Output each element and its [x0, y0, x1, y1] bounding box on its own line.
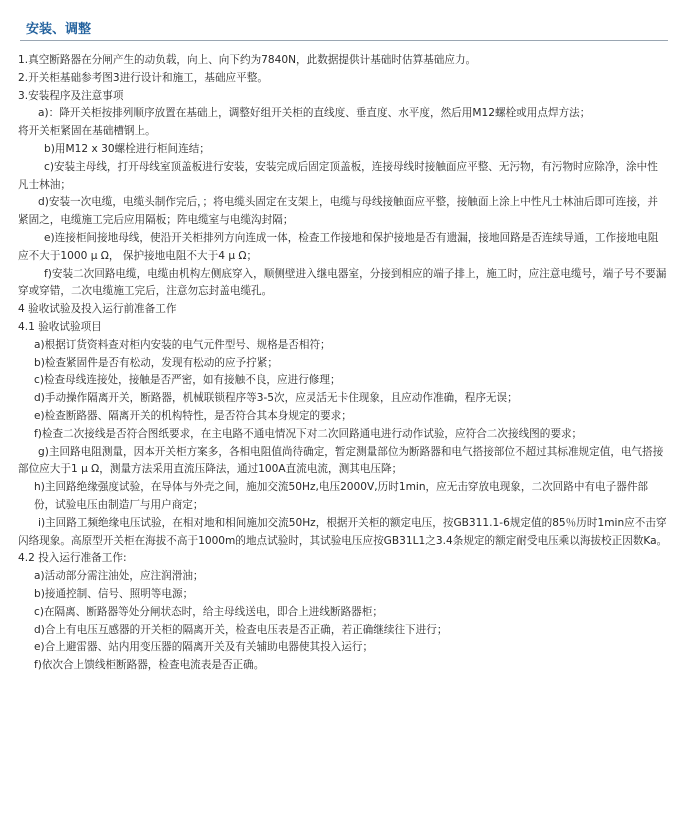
item-3b: b)用M12 x 30螺栓进行柜间连结；: [44, 142, 210, 155]
item-3c: c)安装主母线，打开母线室顶盖板进行安装，安装完成后固定顶盖板，连接母线时接触面应平整、无污物，有污物时应除净，涂中性凡士林油；: [18, 160, 658, 191]
document-body: [18, 52, 668, 675]
section-title: 安装、调整: [26, 22, 92, 37]
item-42f: f)依次合上馈线柜断路器，检查电流表是否正确。: [34, 659, 265, 672]
section-4-heading: 4 验收试验及投入运行前准备工作: [18, 303, 177, 316]
item-42a: a)活动部分需注油处，应注润滑油；: [34, 570, 204, 583]
item-3d: d)安装一次电缆，电缆头制作完后，；将电缆头固定在支架上，电缆与母线接触面应平整，接触面上涂上中性凡士林油后即可连接，并紧固之，电缆施工完后应用隔板；阵电缆室与电缆沟封隔；: [18, 196, 658, 227]
item-41f: f)检查二次接线是否符合图纸要求，在主电路不通电情况下对二次回路通电进行动作试验，应符合二次接线图的要求；: [34, 427, 583, 440]
item-3a: a)：降开关柜按排列顺序放置在基础上，调整好组开关柜的直线度、垂直度、水平度，然后用M12螺栓或用点焊方法；: [38, 107, 591, 120]
item-42c: c)在隔离、断路器等处分闸状态时，给主母线送电，即合上进线断路器柜；: [34, 605, 383, 618]
item-41i: i)主回路工频绝缘电压试验，在相对地和相间施加交流50Hz，根据开关柜的额定电压，按GB311.1-6规定值的85％历时1min应不击穿闪络现象。高原型开关柜在海拔不高于1000m的地点试验时，其试验电压应按GB31L1之3.4条规定的额定耐受电压乘以海拔校正因数Ka。: [18, 516, 668, 547]
item-41g: g)主回路电阻测量，因本开关柜方案多，各相电阻值尚待确定，暂定测量部位为断路器和电气搭接部位不超过其标准规定值，电气搭接部位应大于1 μ Ω，测量方法采用直流压降法，通过100A直流电流，测其电压降；: [18, 445, 664, 476]
section-4-2-heading: 4.2 投入运行准备工作:: [18, 552, 127, 565]
item-41a: a)根据订货资料查对柜内安装的电气元件型号、规格是否相符；: [34, 338, 331, 351]
item-41c: c)检查母线连接处，接触是否严密，如有接触不良，应进行修理；: [34, 374, 341, 387]
item-41e: e)检查断路器、隔离开关的机构特性，是否符合其本身规定的要求；: [34, 409, 352, 422]
item-41b: b)检查紧固件是否有松动，发现有松动的应予拧紧；: [34, 356, 278, 369]
item-42e: e)合上避雷器、站内用变压器的隔离开关及有关辅助电器使其投入运行；: [34, 641, 374, 654]
title-divider: [20, 40, 668, 41]
section-4-1-heading: 4.1 验收试验项目: [18, 320, 102, 333]
item-3a-continued: 将开关柜紧固在基础槽钢上。: [18, 125, 156, 138]
item-41h: h)主回路绝缘强度试验，在导体与外壳之间，施加交流50Hz,电压2000V,历时1min，应无击穿放电现象，二次回路中有电子器件部份，试验电压由制造厂与用户商定；: [34, 481, 649, 511]
item-41d: d)手动操作隔离开关，断路器，机械联锁程序等3-5次，应灵活无卡住现象，且应动作准确，程序无误；: [34, 392, 518, 405]
paragraph-1: 1.真空断路器在分闸产生的动负载，向上、向下约为7840N，此数据提供计基础时估算基础应力。: [18, 54, 477, 66]
item-3f: f)安装二次回路电缆，电缆由机构左侧底穿入，顺侧壁进入继电器室，分接到相应的端子排上，施工时，应注意电缆号，端子号不要漏穿或穿错，二次电缆施工完后，注意勿忘封盖电缆孔。: [18, 267, 667, 298]
item-42b: b)接通控制、信号、照明等电源；: [34, 587, 194, 600]
paragraph-3: 3.安装程序及注意事项: [18, 89, 124, 102]
paragraph-2: 2.开关柜基础参考图3进行设计和施工，基础应平整。: [18, 71, 268, 84]
item-3e: e)连接柜间接地母线，使沿开关柜排列方向连成一体，检查工作接地和保护接地是否有遗漏，接地回路是否连续导通，工作接地电阻应不大于1000 μ Ω， 保护接地电阻不大于4 μ Ω；: [18, 231, 659, 262]
item-42d: d)合上有电压互感器的开关柜的隔离开关，检查电压表是否正确，若正确继续往下进行；: [34, 623, 448, 636]
